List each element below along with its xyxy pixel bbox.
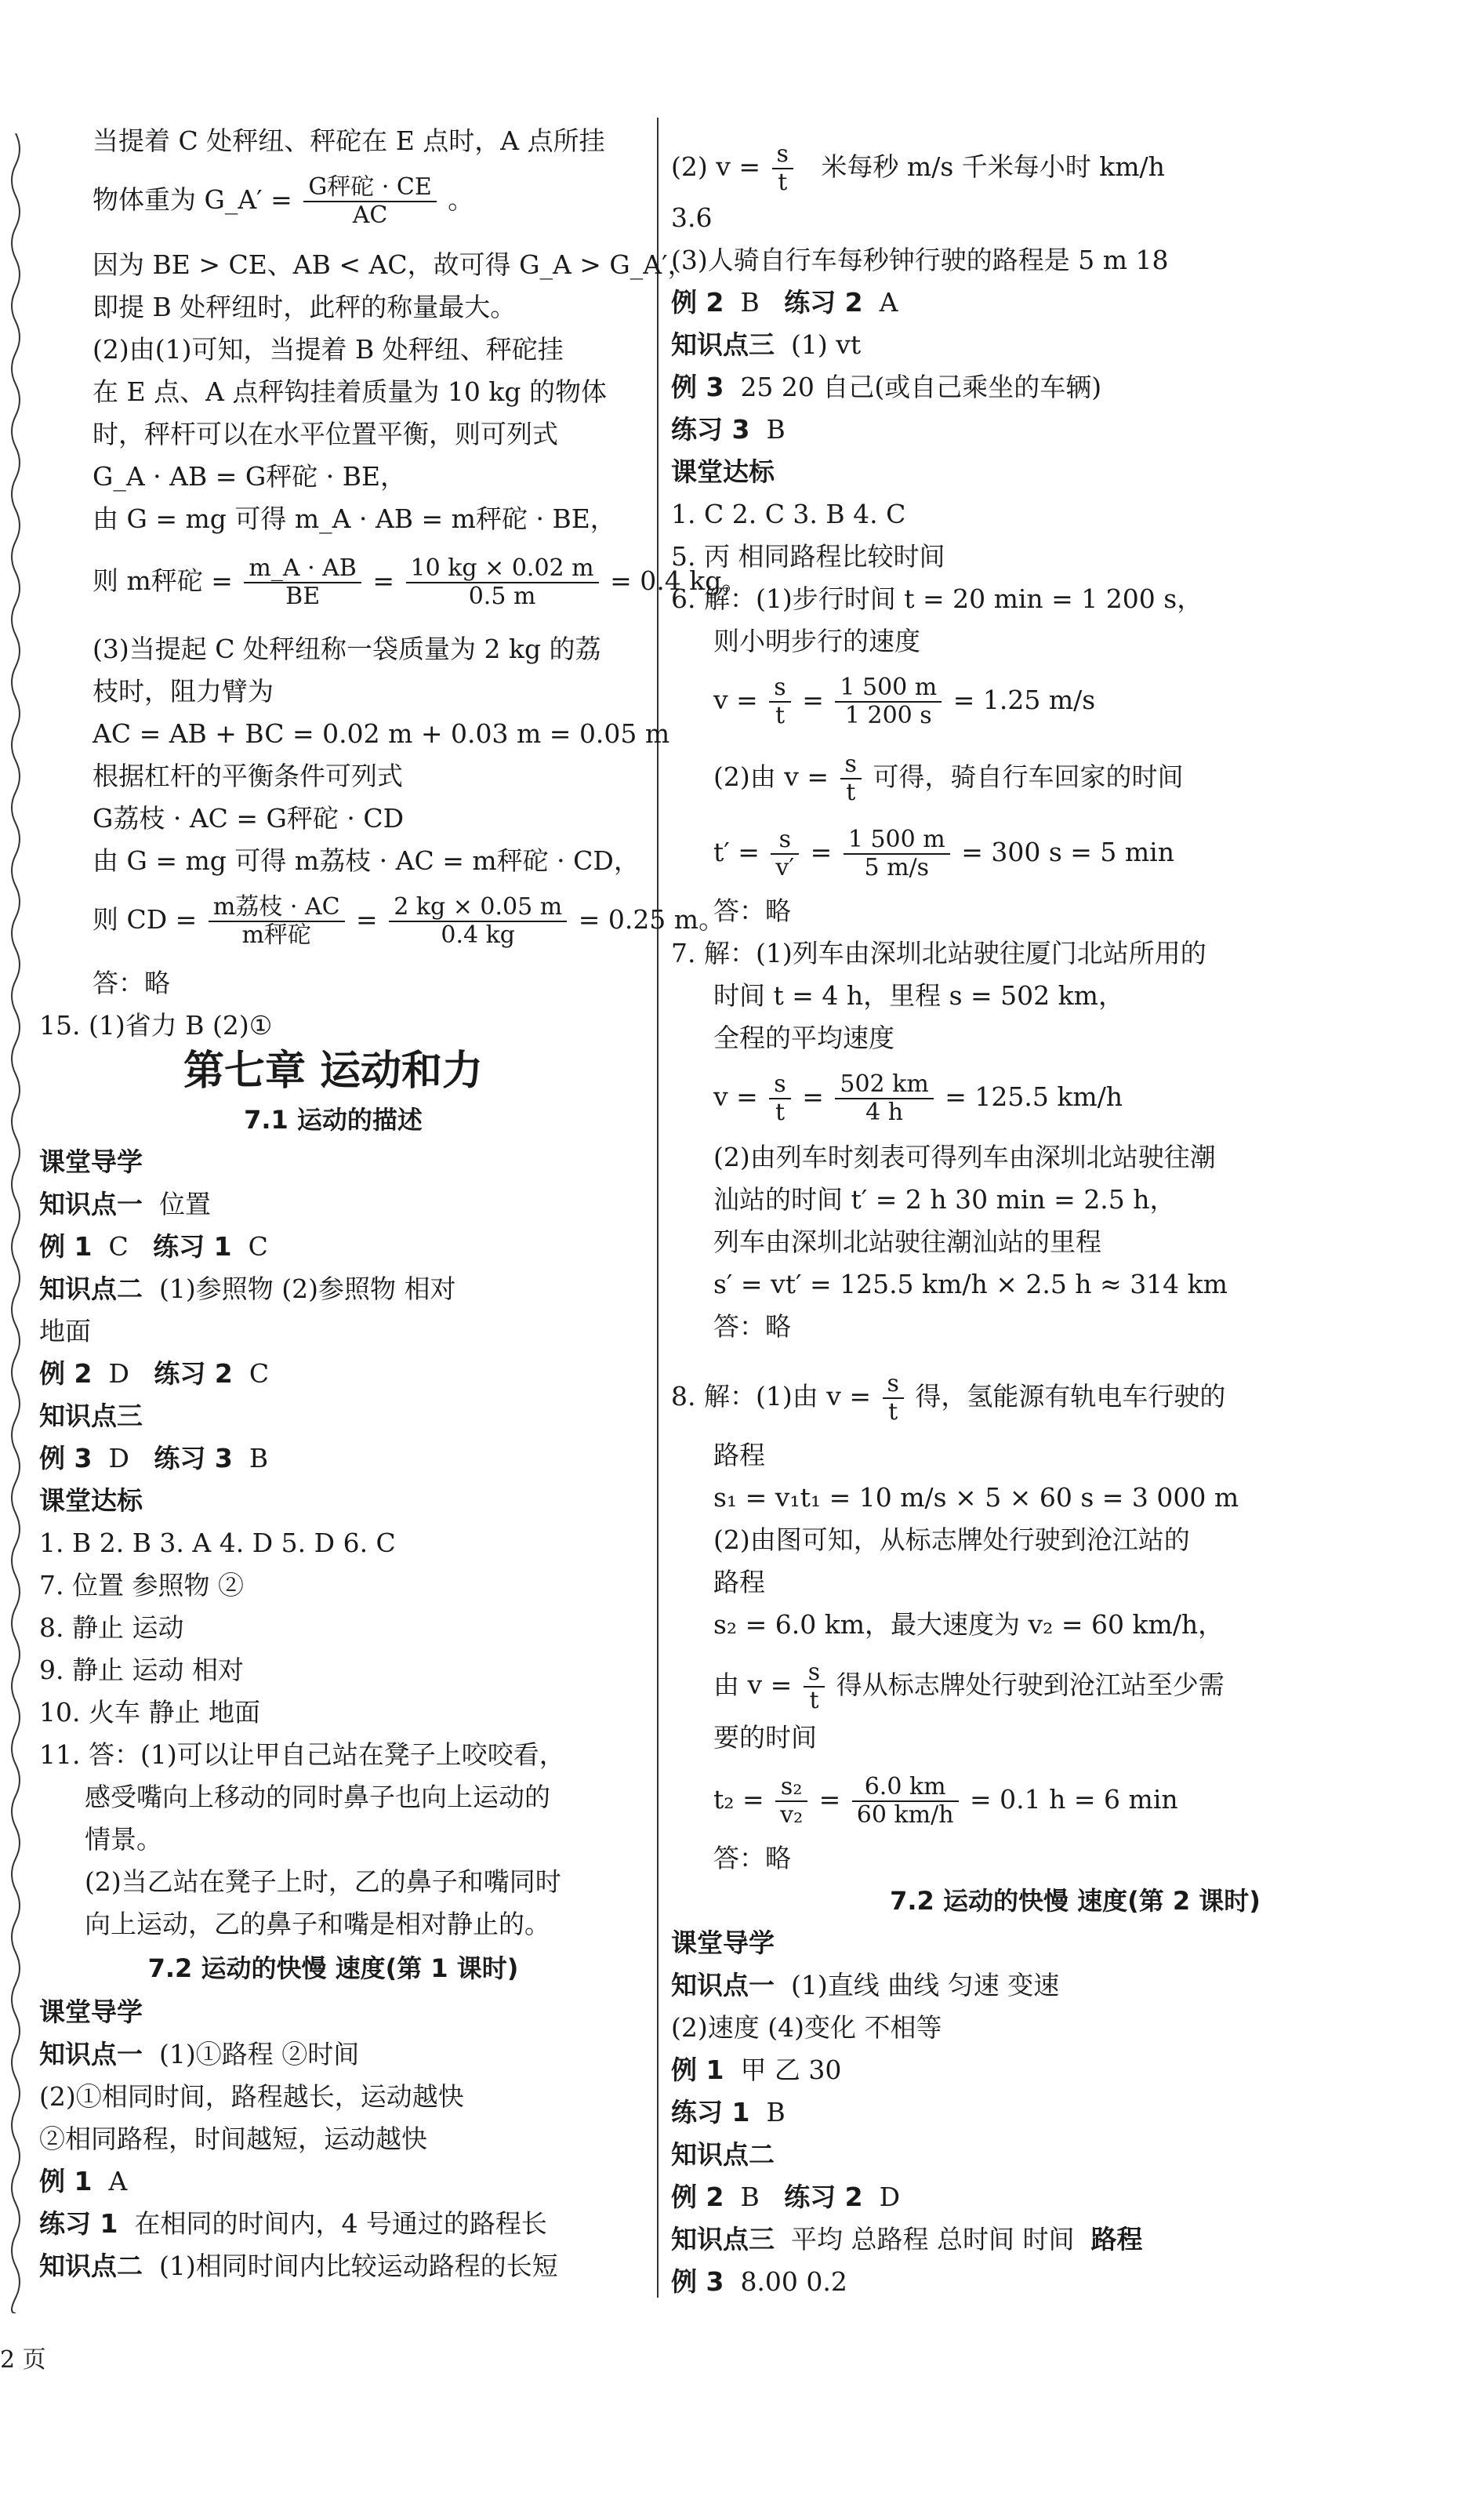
value: 平均 总路程 总时间 时间 [790,2224,1075,2254]
heading: 课堂导学 [39,1146,143,1177]
answer-line: 7. 位置 参照物 ② [39,1570,244,1600]
knowledge-point [39,1189,211,1220]
numerator: 6.0 km [852,1774,959,1802]
denominator: 1 200 s [844,702,932,729]
text-run: 物体重为 G_A′ = [93,184,292,215]
denominator: m秤砣 [241,921,311,949]
numerator: s [769,1071,790,1099]
answer-line: 9. 静止 运动 相对 [39,1655,244,1685]
text-line: 即提 B 处秤纽时，此秤的称量最大。 [93,292,517,322]
text-run: (2) v = [671,151,761,182]
answer-line: 1. C 2. C 3. B 4. C [671,499,906,529]
label: 练习 1 [153,1231,232,1262]
text-run: t′ = [713,837,760,867]
value: B [740,2182,760,2212]
fraction [804,1659,825,1714]
text-run: 。 [448,184,474,215]
text-run: = 1.25 m/s [952,685,1096,715]
label: 知识点三 [671,329,775,360]
fraction [775,1774,807,1829]
formula-line [713,827,1174,881]
fraction [769,1071,790,1126]
section-title: 7.1 运动的描述 [244,1105,423,1135]
denominator: 0.5 m [468,583,536,610]
text-run: (2)由 v = [713,761,829,792]
value: D [879,2182,901,2212]
text-run: = 300 s = 5 min [961,837,1174,867]
text-run: 由 v = [713,1670,793,1700]
answer-line: s′ = vt′ = 125.5 km/h × 2.5 h ≈ 314 km [713,1269,1228,1299]
label: 知识点一 [39,2039,143,2069]
text-line: (2)①相同时间，路程越长，运动越快 [39,2081,464,2112]
answer-line: 答：略 [713,1843,791,1873]
fraction [883,1371,904,1426]
label: 知识点二 [39,1273,143,1304]
example-line [671,372,1101,403]
label: 知识点二 [39,2251,143,2281]
denominator: t [888,1398,898,1426]
denominator: t [775,702,786,729]
text-line: 答：略 [93,968,170,998]
knowledge-point [39,1273,455,1305]
section-title: 7.2 运动的快慢 速度(第 1 课时) [147,1953,519,1983]
text-line: 3.6 [671,202,713,233]
example-line [671,287,898,318]
answer-line: 答：略 [713,896,791,926]
numerator: s [769,674,790,703]
text-line: AC = AB + BC = 0.02 m + 0.03 m = 0.05 m [93,718,670,749]
formula-line [93,555,747,610]
answer-line: (2)当乙站在凳子上时，乙的鼻子和嘴同时 [85,1866,561,1897]
example-line [39,1358,269,1390]
value: B [249,1443,269,1473]
fraction [835,1071,933,1126]
text-run: = 0.25 m。 [578,904,725,935]
label: 例 3 [39,1443,93,1473]
text-run: 得从标志牌处行驶到沧江站至少需 [836,1670,1225,1700]
label: 例 2 [671,287,724,318]
formula-line [713,751,1183,806]
knowledge-point [39,2251,558,2282]
value: B [740,287,760,318]
value: D [108,1443,129,1473]
text-line: ②相同路程，时间越短，运动越快 [39,2124,427,2154]
right-column [666,0,1484,2313]
answer-line: 时间 t = 4 h，里程 s = 502 km， [713,980,1124,1011]
text-line: 时，秤杆可以在水平位置平衡，则可列式 [93,419,558,449]
answer-line: s₁ = v₁t₁ = 10 m/s × 5 × 60 s = 3 000 m [713,1482,1239,1513]
value: 位置 [158,1189,211,1219]
text-run: = 125.5 km/h [945,1081,1123,1112]
wavy-margin-line [6,133,25,2313]
text-run: = [818,1784,841,1815]
label: 练习 3 [671,414,750,445]
text-line: 由 G = mg 可得 m荔枝 · AC = m秤砣 · CD， [93,845,640,876]
denominator: 5 m/s [864,854,930,881]
knowledge-point [671,329,861,361]
text-run: 得，氢能源有轨电车行驶的 [915,1381,1226,1412]
numerator: 1 500 m [835,674,942,703]
answer-line: (2)由列车时刻表可得列车由深圳北站驶往潮 [713,1142,1216,1172]
fraction [209,894,345,949]
answer-line: 感受嘴向上移动的同时鼻子也向上运动的 [85,1782,550,1812]
label: 例 2 [39,1358,93,1389]
denominator: 60 km/h [856,1801,954,1829]
value-bold: 路程 [1090,2224,1143,2254]
text-run: = 0.4 kg。 [610,565,748,596]
label: 例 3 [671,2266,724,2297]
denominator: t [778,169,788,196]
numerator: s₂ [775,1774,807,1802]
label: 例 1 [39,1231,93,1262]
example-line [671,2055,841,2086]
denominator: t [775,1099,786,1126]
text-run: = [802,685,824,715]
section-title: 7.2 运动的快慢 速度(第 2 课时) [890,1886,1261,1916]
answer-line: 路程 [713,1567,765,1597]
numerator: m荔枝 · AC [209,894,345,922]
fraction [406,555,599,610]
answer-line: 向上运动，乙的鼻子和嘴是相对静止的。 [85,1909,550,1939]
label: 知识点一 [671,1970,775,2000]
numerator: 2 kg × 0.05 m [389,894,567,922]
text-run: = [356,904,378,935]
text-line: 当提着 C 处秤纽、秤砣在 E 点时，A 点所挂 [93,125,605,156]
knowledge-point [39,2039,359,2070]
example-line [39,1231,268,1263]
answer-line: (2)由图可知，从标志牌处行驶到沧江站的 [713,1524,1190,1555]
value: B [766,414,786,445]
answer-line: 11. 答：(1)可以让甲自己站在凳子上咬咬看， [39,1739,565,1770]
denominator: BE [285,583,321,610]
example-line [39,2166,127,2197]
value: 在相同的时间内，4 号通过的路程长 [134,2208,547,2239]
text-line: (2)速度 (4)变化 不相等 [671,2012,942,2043]
formula-line [93,894,724,949]
text-run: = 0.1 h = 6 min [970,1784,1178,1815]
answer-line: 答：略 [713,1311,791,1342]
answer-line: 路程 [713,1440,765,1470]
fraction [244,555,361,610]
formula-line [93,174,474,229]
numerator: m_A · AB [244,555,361,583]
text-line: (3)当提起 C 处秤纽称一袋质量为 2 kg 的荔 [93,634,601,664]
numerator: G秤砣 · CE [303,174,436,202]
text-line: 地面 [39,1316,91,1346]
numerator: s [771,827,799,855]
example-line [39,1443,268,1474]
text-line: 在 E 点、A 点秤钩挂着质量为 10 kg 的物体 [93,376,607,407]
answer-line: 要的时间 [713,1722,817,1753]
label: 练习 2 [784,2182,863,2212]
knowledge-point: 知识点二 [671,2139,775,2170]
example-line [671,2097,786,2128]
denominator: t [846,779,856,806]
text-run: v = [713,685,758,715]
heading: 课堂达标 [671,456,775,487]
fraction [772,141,793,196]
knowledge-point [671,1970,1059,2001]
numerator: s [804,1659,825,1688]
text-run: 米每秒 m/s 千米每小时 km/h [821,151,1165,182]
value: B [766,2097,786,2127]
answer-line: 8. 静止 运动 [39,1612,184,1643]
denominator: v′ [775,854,795,881]
fraction [835,674,942,729]
text-run: 则 m秤砣 = [93,565,233,596]
label: 练习 1 [671,2097,750,2127]
formula-line [713,1774,1178,1829]
value: 25 20 自己(或自己乘坐的车辆) [740,372,1102,402]
text-run: v = [713,1081,758,1112]
answer-line: 全程的平均速度 [713,1023,894,1053]
text-run: = [810,837,833,867]
chapter-title: 第七章 运动和力 [183,1048,484,1095]
denominator: v₂ [780,1801,804,1829]
label: 例 1 [671,2055,724,2085]
formula-line [671,1371,1225,1426]
answer-line: 7. 解：(1)列车由深圳北站驶往厦门北站所用的 [671,938,1206,968]
fraction [769,674,790,729]
fraction [852,1774,959,1829]
fraction [303,174,436,229]
numerator: s [772,141,793,169]
text-run: 8. 解：(1)由 v = [671,1381,871,1412]
knowledge-point [671,2224,1142,2255]
answer-line: 列车由深圳北站驶往潮汕站的里程 [713,1226,1101,1257]
text-line: 15. (1)省力 B (2)① [39,1010,273,1041]
answer-line: 1. B 2. B 3. A 4. D 5. D 6. C [39,1528,396,1558]
value: D [108,1358,129,1389]
formula-line [713,674,1095,729]
label: 知识点一 [39,1189,143,1219]
heading: 课堂导学 [671,1927,775,1958]
text-run: 则 CD = [93,904,198,935]
value: 8.00 0.2 [740,2266,847,2297]
text-line: G_A · AB = G秤砣 · BE， [93,461,407,492]
label: 练习 3 [154,1443,233,1473]
answer-line: 情景。 [85,1824,162,1855]
page-number: 2 页 [0,2346,46,2374]
value: (1)参照物 (2)参照物 相对 [158,1273,456,1304]
denominator: AC [352,202,388,229]
answer-line: 10. 火车 静止 地面 [39,1697,260,1728]
text-line: (3)人骑自行车每秒钟行驶的路程是 5 m 18 [671,245,1169,275]
text-run: t₂ = [713,1784,764,1815]
value: (1)直线 曲线 匀速 变速 [790,1970,1060,2000]
example-line [671,2266,847,2298]
example-line [671,2182,900,2213]
text-line: 由 G = mg 可得 m_A · AB = m秤砣 · BE， [93,503,616,534]
value: (1)①路程 ②时间 [158,2039,360,2069]
formula-line [713,1071,1123,1126]
value: A [879,287,898,318]
fraction [840,751,862,806]
value: C [108,1231,129,1262]
value: C [248,1231,268,1262]
text-line: 根据杠杆的平衡条件可列式 [93,761,403,791]
answer-line: 5. 丙 相同路程比较时间 [671,541,945,572]
answer-line: 6. 解：(1)步行时间 t = 20 min = 1 200 s， [671,583,1203,614]
numerator: 502 km [835,1071,933,1099]
denominator: 4 h [865,1099,904,1126]
text-line: G荔枝 · AC = G秤砣 · CD [93,803,405,834]
label: 例 2 [671,2182,724,2212]
value: (1)相同时间内比较运动路程的长短 [158,2251,558,2281]
fraction [771,827,799,881]
label: 练习 2 [154,1358,233,1389]
example-line [39,2208,547,2240]
denominator: t [809,1687,819,1714]
heading: 课堂达标 [39,1485,143,1516]
formula-line [671,141,1165,196]
example-line [671,414,786,445]
value: (1) vt [790,329,862,360]
numerator: s [883,1371,904,1399]
text-line: (2)由(1)可知，当提着 B 处秤纽、秤砣挂 [93,334,564,365]
text-run: = [372,565,395,596]
knowledge-point: 知识点三 [39,1401,143,1431]
answer-line: 则小明步行的速度 [713,626,920,656]
fraction [389,894,567,949]
label: 例 3 [671,372,724,402]
numerator: s [840,751,862,779]
numerator: 10 kg × 0.02 m [406,555,599,583]
answer-line: 汕站的时间 t′ = 2 h 30 min = 2.5 h， [713,1184,1176,1215]
label: 练习 1 [39,2208,118,2239]
denominator: 0.4 kg [441,921,515,949]
numerator: 1 500 m [844,827,950,855]
text-line: 因为 BE > CE、AB < AC，故可得 G_A > G_A′， [93,249,694,280]
text-run: = [802,1081,824,1112]
value: 甲 乙 30 [740,2055,842,2085]
value: A [108,2166,128,2196]
heading: 课堂导学 [39,1997,143,2027]
label: 练习 2 [784,287,863,318]
formula-line [713,1659,1225,1714]
text-run: 可得，骑自行车回家的时间 [873,761,1184,792]
text-line: 枝时，阻力臂为 [93,676,274,707]
label: 知识点三 [671,2224,775,2254]
label: 例 1 [39,2166,93,2196]
answer-line: s₂ = 6.0 km，最大速度为 v₂ = 60 km/h， [713,1609,1225,1640]
value: C [249,1358,270,1389]
fraction [844,827,950,881]
